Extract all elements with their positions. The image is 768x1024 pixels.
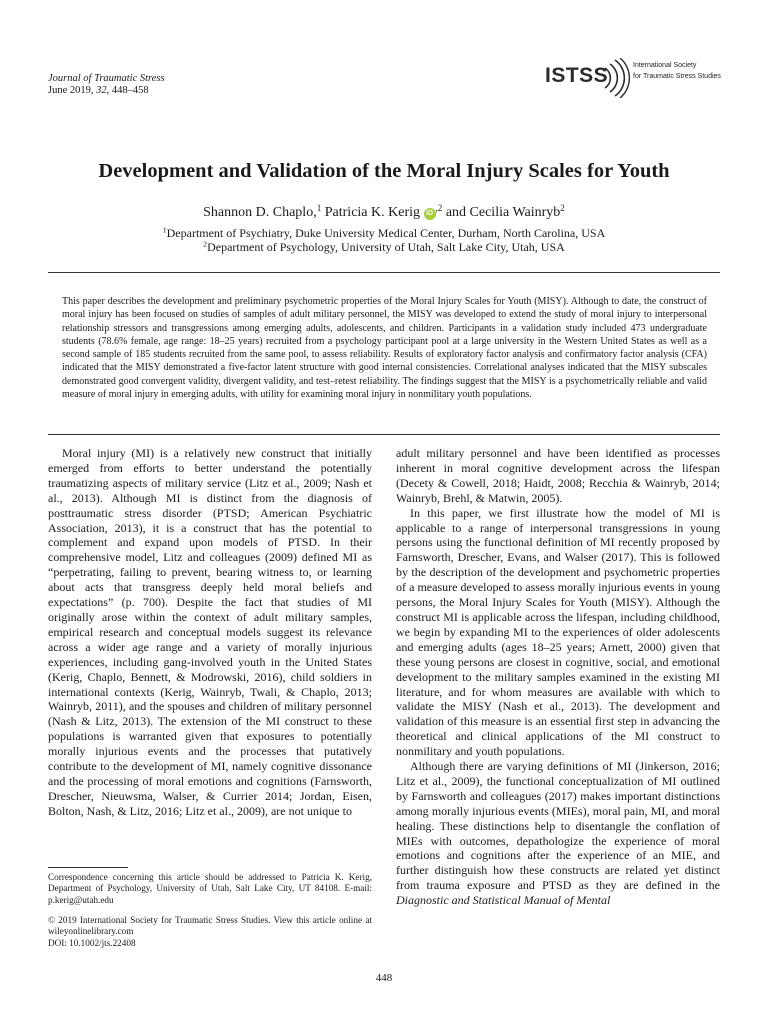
logo-society-name: International Society for Traumatic Stress Studies — [633, 62, 721, 80]
body-column-left — [48, 446, 372, 819]
author-wainryb: and Cecilia Wainryb — [442, 205, 561, 220]
affiliation-1: $^1$Department of Psychiatry, Duke University Medical Center, Durham, North Carolina, USA — [162, 225, 606, 240]
page-number: 448 — [375, 972, 393, 984]
orcid-icon[interactable]: iD — [424, 208, 436, 220]
body-column-right — [396, 446, 720, 908]
author-kerig: Patricia K. Kerig — [321, 205, 424, 220]
logo-acronym: ISTSS — [545, 64, 609, 87]
correspondence-note: Correspondence concerning this article should be addressed to Patricia K. Kerig, Department of Psychology, University of Utah, Salt Lake City, UT 84108. E-mail: p.kerig@utah.edu — [48, 872, 372, 905]
journal-name: Journal of Traumatic Stress — [48, 73, 165, 84]
article-title: Development and Validation of the Moral Injury Scales for Youth — [98, 160, 670, 182]
istss-logo — [545, 58, 735, 108]
paragraph: Although there are varying definitions of MI (Jinkerson, 2016; Litz et al., 2009), the functional conceptualization of MI outlined by Farnsworth and colleagues (2017) makes important distinctions among morally injurious events (MIEs), moral pain, MI, and moral healing. These distinctions help to disentangle the conflation of MIEs with outcomes, depathologize the experience of moral emotions and cognitions after the experience of an MIE, and further distinguish how these constructs are related yet distinct from trauma exposure and PTSD as they are defined in the Diagnostic and Statistical Manual of Mental — [396, 759, 720, 908]
doi[interactable]: DOI: 10.1002/jts.22408 — [48, 938, 136, 948]
sound-wave-icon — [601, 58, 631, 98]
issue-info: June 2019, 32, 448–458 — [48, 85, 149, 96]
copyright-note: © 2019 International Society for Traumatic Stress Studies. View this article online at wileyonlinelibrary.com — [48, 915, 372, 937]
volume: 32 — [96, 85, 107, 96]
author-chaplo: Shannon D. Chaplo, — [203, 205, 317, 220]
page-range: , 448–458 — [106, 85, 149, 96]
paragraph: adult military personnel and have been identified as processes inherent in moral cognitive development across the lifespan (Decety & Cowell, 2018; Haidt, 2008; Recchia & Wainryb, 2014; Wainryb, Brehl, & Matwin, 2005). — [396, 446, 720, 505]
journal-citation — [48, 73, 165, 97]
paragraph: Moral injury (MI) is a relatively new construct that initially emerged from efforts to better understand the potentially traumatizing aspects of military service (Litz et al., 2009; Nash et al., 2013). Although MI is distinct from the diagnosis of posttraumatic stress disorder (PTSD; American Psychiatric Association, 2013), it is a construct that has the potential to complement and expand upon models of PTSD. In their comprehensive model, Litz and colleagues (2009) defined MI as “perpetrating, failing to prevent, bearing witness to, or learning about acts that transgress deeply held moral beliefs and expectations” (p. 700). Despite the fact that studies of MI originally arose within the context of adult military samples, empirical research and conceptual models suggest its relevance across a wider age range and a variety of morally injurious experiences, including gang-involved youth in the United States (Kerig, Chaplo, Bennett, & Modrowski, 2016), child soldiers in international contexts (Kerig, Wainryb, Twali, & Chaplo, 2013; Wainryb, 2011), and the spouses and children of military personnel (Nash & Litz, 2013). The extension of the MI construct to these populations is warranted given that exposures to potentially morally injurious events and the processes that putatively contribute to the development of MI, namely cognitive dissonance and the processing of moral emotions and cognitions (Farnsworth, Drescher, Nieuwsma, Walser, & Currier 2014; Jordan, Eisen, Bolton, Nash, & Litz, 2016; Litz et al., 2009), are not unique to — [48, 446, 372, 818]
author-list: Shannon D. Chaplo,$^1$ Patricia K. Kerig $iD^{,2}$ and Cecilia Wainryb$^2$ — [203, 203, 565, 220]
paragraph: In this paper, we first illustrate how the model of MI is applicable to a range of interpersonal transgressions in young persons using the functional definition of MI recently proposed by Farnsworth, Drescher, Evans, and Walser (2017). This is followed by the description of the development and psychometric properties of a measure developed to assess morally injurious events in young persons, the Moral Injury Scales for Youth (MISY). Although the construct MI is applicable across the lifespan, including childhood, we begin by expanding MI to the experiences of older adolescents and emerging adults (ages 18–25 years; Arnett, 2000) given that these young persons are closest in cognitive, social, and emotional development to the military samples examined in the existing MI literature, and for whom measures are available with which to validate the MISY (Nash et al., 2013). The development and validation of this measure is an essential first step in advancing the theoretical and clinical applications of the MI construct to nonmilitary and youth populations. — [396, 505, 720, 759]
divider-bottom — [48, 434, 720, 435]
divider-top — [48, 272, 720, 273]
footnote-divider — [48, 867, 128, 868]
abstract: This paper describes the development and preliminary psychometric properties of the Moral Injury Scales for Youth (MISY). Although to date, the construct of moral injury has been focused on studies of samples of adult military personnel, the MISY was developed to extend the study of moral injury to interpersonal relationship stressors and transgressions among emerging adults, adolescents, and children. Participants in a validation study included 473 undergraduate students (78.6% female, age range: 18–25 years) recruited from a psychology participant pool at a large university in the Western United States as well as a second sample of 185 students recruited from the same pool, to assess reliability. Results of exploratory factor analysis and confirmatory factor analysis (CFA) indicated that the MISY demonstrated a five-factor latent structure with good internal consistencies. Correlational analyses indicated that the MISY subscales demonstrated good convergent validity, divergent validity, and test–retest reliability. The findings suggest that the MISY is a psychometrically reliable and valid measure of moral injury in emerging adults, with utility for examining moral injury in nonmilitary youth populations. — [62, 296, 707, 401]
affiliation-2: $^2$Department of Psychology, University of Utah, Salt Lake City, Utah, USA — [203, 239, 565, 254]
